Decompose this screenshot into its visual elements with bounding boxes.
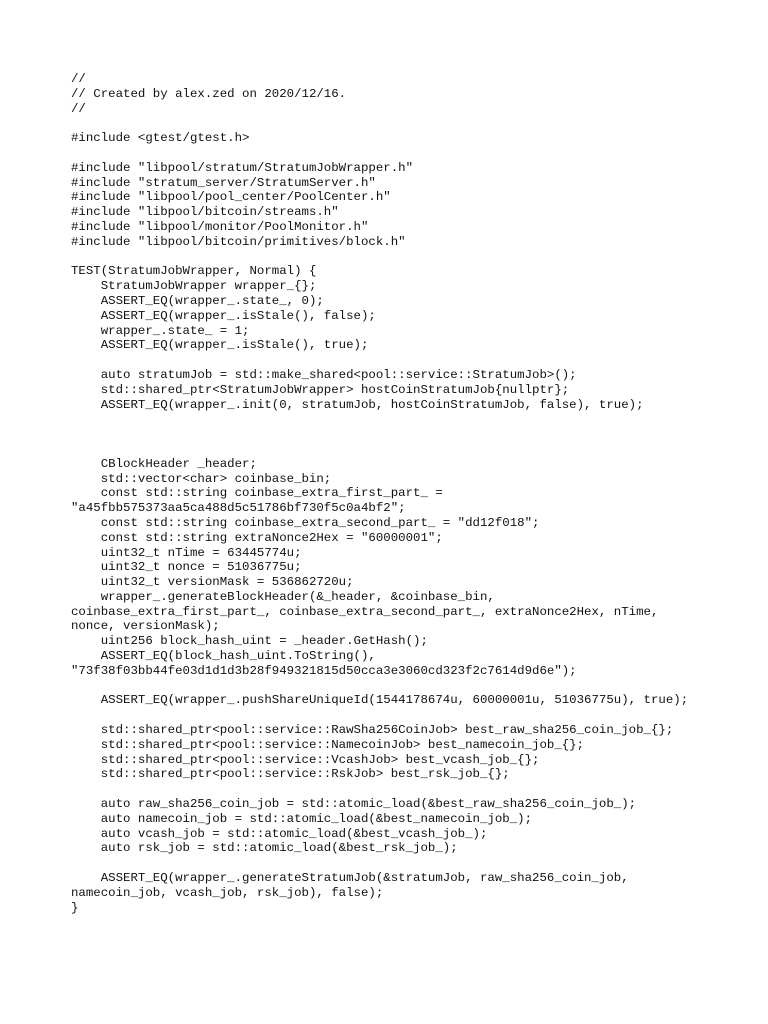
code-line: auto namecoin_job = std::atomic_load(&best_namecoin_job_); xyxy=(71,811,533,826)
code-line: auto stratumJob = std::make_shared<pool::service::StratumJob>(); xyxy=(71,367,577,382)
code-line: // Created by alex.zed on 2020/12/16. xyxy=(71,86,347,101)
code-line: ASSERT_EQ(wrapper_.isStale(), true); xyxy=(71,338,369,353)
code-line: uint32_t versionMask = 536862720u; xyxy=(71,575,354,590)
code-line: const std::string coinbase_extra_second_part_ = "dd12f018"; xyxy=(71,515,540,530)
code-line: wrapper_.state_ = 1; xyxy=(71,323,250,338)
code-line xyxy=(71,782,711,797)
code-line: auto rsk_job = std::atomic_load(&best_rsk_job_); xyxy=(71,841,458,856)
code-line: coinbase_extra_first_part_, coinbase_extra_second_part_, extraNonce2Hex, nTime, xyxy=(71,604,659,619)
code-line: std::vector<char> coinbase_bin; xyxy=(71,471,332,486)
code-line: const std::string extraNonce2Hex = "60000001"; xyxy=(71,530,443,545)
code-line xyxy=(71,250,711,265)
code-line: #include "stratum_server/StratumServer.h" xyxy=(71,175,376,190)
code-line: #include "libpool/monitor/PoolMonitor.h" xyxy=(71,219,369,234)
code-line xyxy=(71,116,711,131)
code-line: namecoin_job, vcash_job, rsk_job), false); xyxy=(71,885,384,900)
code-line: CBlockHeader _header; xyxy=(71,456,257,471)
code-line xyxy=(71,708,711,723)
code-line: uint32_t nonce = 51036775u; xyxy=(71,560,302,575)
code-line: ASSERT_EQ(wrapper_.init(0, stratumJob, hostCoinStratumJob, false), true); xyxy=(71,397,644,412)
code-line: uint256 block_hash_uint = _header.GetHash(); xyxy=(71,634,428,649)
code-line: ASSERT_EQ(wrapper_.generateStratumJob(&stratumJob, raw_sha256_coin_job, xyxy=(71,871,629,886)
code-line: wrapper_.generateBlockHeader(&_header, &coinbase_bin, xyxy=(71,589,495,604)
code-line: ASSERT_EQ(wrapper_.state_, 0); xyxy=(71,293,324,308)
code-line: #include "libpool/bitcoin/streams.h" xyxy=(71,205,339,220)
code-line: auto raw_sha256_coin_job = std::atomic_load(&best_raw_sha256_coin_job_); xyxy=(71,797,637,812)
code-line: "a45fbb575373aa5ca488d5c51786bf730f5c0a4bf2"; xyxy=(71,501,406,516)
code-line xyxy=(71,856,711,871)
code-line: #include <gtest/gtest.h> xyxy=(71,131,250,146)
code-line: auto vcash_job = std::atomic_load(&best_vcash_job_); xyxy=(71,826,488,841)
code-line: std::shared_ptr<StratumJobWrapper> hostCoinStratumJob{nullptr}; xyxy=(71,382,570,397)
code-line: // xyxy=(71,101,86,116)
code-line xyxy=(71,427,711,442)
code-line: StratumJobWrapper wrapper_{}; xyxy=(71,279,317,294)
code-line: std::shared_ptr<pool::service::NamecoinJob> best_namecoin_job_{}; xyxy=(71,737,585,752)
code-line: ASSERT_EQ(wrapper_.isStale(), false); xyxy=(71,308,376,323)
code-line: "73f38f03bb44fe03d1d1d3b28f949321815d50cca3e3060cd323f2c7614d9d6e"); xyxy=(71,663,577,678)
code-line: #include "libpool/pool_center/PoolCenter.h" xyxy=(71,190,391,205)
code-line: nonce, versionMask); xyxy=(71,619,220,634)
code-line: std::shared_ptr<pool::service::VcashJob> best_vcash_job_{}; xyxy=(71,752,540,767)
source-code-text xyxy=(71,72,711,915)
code-line: ASSERT_EQ(block_hash_uint.ToString(), xyxy=(71,649,376,664)
code-line xyxy=(71,412,711,427)
code-line xyxy=(71,442,711,457)
code-line: uint32_t nTime = 63445774u; xyxy=(71,545,302,560)
code-line: // xyxy=(71,72,86,86)
code-line: #include "libpool/stratum/StratumJobWrapper.h" xyxy=(71,160,414,175)
code-line xyxy=(71,679,711,694)
code-line xyxy=(71,353,711,368)
code-line: TEST(StratumJobWrapper, Normal) { xyxy=(71,264,317,279)
code-line xyxy=(71,146,711,161)
code-line: ASSERT_EQ(wrapper_.pushShareUniqueId(1544178674u, 60000001u, 51036775u), true); xyxy=(71,693,689,708)
code-line: std::shared_ptr<pool::service::RskJob> best_rsk_job_{}; xyxy=(71,767,510,782)
code-line: std::shared_ptr<pool::service::RawSha256CoinJob> best_raw_sha256_coin_job_{}; xyxy=(71,723,674,738)
code-line: } xyxy=(71,900,79,915)
code-line: #include "libpool/bitcoin/primitives/block.h" xyxy=(71,234,406,249)
code-line: const std::string coinbase_extra_first_part_ = xyxy=(71,486,443,501)
